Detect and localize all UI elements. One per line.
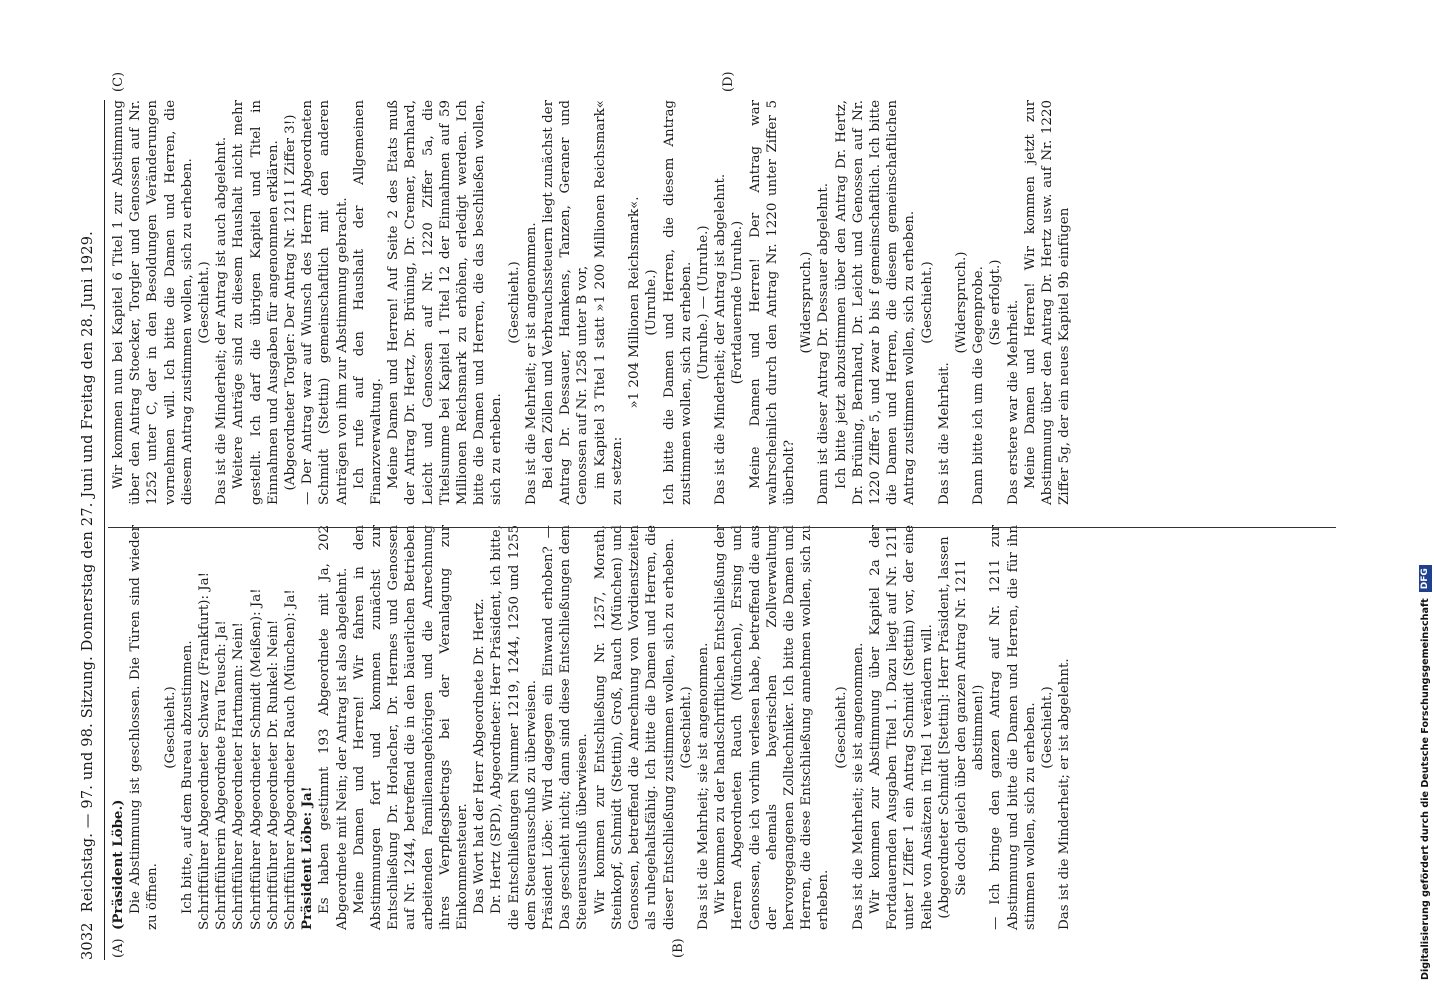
paragraph: Meine Damen und Herren! Auf Seite 2 des Etats muß der Antrag Dr. Hertz, Dr. Brüning, Dr. Cremer, Bernhard, Leicht und Genossen auf Nr. 1220 Ziffer 5a, die Titelsumme bei Kapitel 1 Titel 12 der Einnahmen auf 59 Millionen Reichsmark zu erhöhen, erledigt werden. Ich bitte die Damen und Herren, die das beschließen wollen, sich zu erheben. bbox=[386, 100, 505, 505]
stage-direction: (Sie erfolgt.) bbox=[988, 259, 1004, 346]
stage-direction: (Geschieht.) bbox=[506, 261, 522, 344]
stage-direction: (Geschieht.) bbox=[919, 261, 935, 344]
margin-mark-b: (B) bbox=[671, 938, 686, 958]
stage-direction: (Geschieht.) bbox=[197, 261, 213, 344]
paragraph: Wir kommen zur Entschließung Nr. 1257, Morath, Steinkopf, Schmidt (Stettin), Groß, Rauch (München) und Genossen, betreffend die Anrechnung von Vordienstzeiten als ruhegehaltsfähig. Ich bitte die Damen und Herren, die dieser Entschließung zustimmen wollen, sich zu erheben. bbox=[592, 525, 677, 930]
paragraph: Das ist die Mehrheit; er ist angenommen. bbox=[523, 222, 539, 505]
margin-mark-c: (C) bbox=[111, 71, 126, 92]
paragraph: Das ist die Minderheit; er ist abgelehnt. bbox=[1057, 658, 1073, 930]
paragraph: Das ist die Mehrheit; sie ist angenommen. bbox=[850, 642, 866, 930]
stage-direction: (Geschieht.) bbox=[162, 686, 178, 769]
paragraph: Ich bitte jetzt abzustimmen über den Antrag Dr. Hertz, Dr. Brüning, Bernhard, Dr. Leicht und Genossen auf Nr. 1220 Ziffer 5, und zwar b bis f gemeinschaftlich. Ich bitte die Damen und Herren, die diesem gemeinschaftlichen Antrag zustimmen wollen, sich zu erheben. bbox=[833, 100, 918, 505]
quoted-amount: »1 204 Millionen Reichsmark«. bbox=[627, 196, 643, 409]
margin-mark-d: (D) bbox=[721, 71, 736, 92]
column-divider bbox=[108, 527, 1336, 528]
page-number: 3032 bbox=[80, 922, 96, 960]
paragraph: Das ist die Mehrheit; sie ist angenommen. bbox=[695, 642, 711, 930]
vote-line: Schriftführerin Abgeordnete Frau Teusch: Ja! bbox=[214, 620, 230, 930]
paragraph: Das ist die Minderheit; der Antrag ist auch abgelehnt. bbox=[214, 136, 230, 505]
paragraph: Dann bitte ich um die Gegenprobe. bbox=[971, 266, 987, 505]
paragraph: Wir kommen nun bei Kapitel 6 Titel 1 zur Abstimmung über den Antrag Stoecker, Torgler und Genossen auf Nr. 1252 unter C, der in den Besoldungen Veränderungen vornehmen will. Ich bitte die Damen und Herren, die diesem Antrag zustimmen wollen, sich zu erheben. bbox=[111, 100, 195, 505]
stage-direction: (Geschieht.) bbox=[833, 686, 849, 769]
stage-direction: (Geschieht.) bbox=[1039, 686, 1055, 769]
paragraph: Ich bitte, auf dem Bureau abzustimmen. bbox=[179, 640, 195, 914]
paragraph: Dann ist dieser Antrag Dr. Dessauer abgelehnt. bbox=[816, 182, 832, 505]
page-header bbox=[80, 100, 102, 960]
paragraph: Dr. Hertz (SPD), Abgeordneter: Herr Präsident, ich bitte, die Entschließungen Nummer 1219, 1244, 1250 und 1255 dem Steuerausschuß zu überweisen. bbox=[489, 525, 539, 930]
stage-direction: (Abgeordneter Schmidt [Stettin]: Herr Präsident, lassen Sie doch gleich über den ganzen Antrag Nr. 1211 abstimmen!) bbox=[936, 536, 987, 919]
paragraph: — Der Antrag war auf Wunsch des Herrn Abgeordneten Schmidt (Stettin) gemeinschaftlich mit den anderen Anträgen von ihm zur Abstimmung gebracht. bbox=[300, 100, 350, 505]
paragraph: Das Wort hat der Herr Abgeordnete Dr. Hertz. bbox=[472, 598, 488, 914]
paragraph: Präsident Löbe: Wird dagegen ein Einwand erhoben? — Das geschieht nicht; dann sind diese Entschließungen dem Steuerausschuß überwiesen. bbox=[541, 525, 591, 930]
paragraph: Wir kommen zur Abstimmung über Kapitel 2a der Fortdauernden Ausgaben Titel 1. Dazu liegt auf Nr. 1211 unter I Ziffer 1 ein Antrag Schmidt (Stettin) vor, der eine Reihe von Ansätzen in Titel 1 verändern will. bbox=[867, 525, 935, 930]
stage-direction: (Widerspruch.) bbox=[799, 251, 815, 354]
paragraph: Das ist die Mehrheit. bbox=[936, 362, 952, 505]
paragraph: Weitere Anträge sind zu diesem Haushalt nicht mehr gestellt. Ich darf die übrigen Kapitel und Titel in Einnahmen und Ausgaben für angenommen erklären. bbox=[231, 100, 281, 505]
paragraph: Meine Damen und Herren! Wir fahren in den Abstimmungen fort und kommen zunächst zur Entschließung Dr. Horlacher, Dr. Hermes und Genossen auf Nr. 1244, betreffend die in den bäuerlichen Betrieben arbeitenden Familienangehörigen und die Anrechnung ihres Verpflegsbetrags bei der Veranlagung zur Einkommensteuer. bbox=[351, 525, 471, 930]
vote-line: Präsident Löbe: Ja! bbox=[299, 786, 316, 930]
paragraph: Die Abstimmung ist geschlossen. Die Türen sind wieder zu öffnen. bbox=[128, 525, 161, 930]
vote-line: Schriftführer Abgeordneter Schwarz (Frankfurt): Ja! bbox=[197, 572, 213, 930]
paragraph: Das ist die Minderheit; der Antrag ist abgelehnt. bbox=[713, 173, 729, 505]
paragraph: Es haben gestimmt 193 Abgeordnete mit Ja, 202 Abgeordnete mit Nein; der Antrag ist also abgelehnt. bbox=[317, 525, 350, 930]
stamp-text: Digitalisierung gefördert durch die Deutsche Forschungsgemeinschaft bbox=[1419, 598, 1431, 980]
document-page bbox=[80, 71, 1340, 960]
stage-direction: (Abgeordneter Torgler: Der Antrag Nr. 1211 I Ziffer 3!) bbox=[283, 114, 299, 491]
vote-line: Schriftführer Abgeordneter Hartmann: Nein! bbox=[231, 622, 247, 930]
vote-line: Schriftführer Abgeordneter Rauch (München): Ja! bbox=[283, 589, 299, 930]
header-rule bbox=[104, 100, 105, 960]
vote-line: Schriftführer Abgeordneter Dr. Runkel: Nein! bbox=[265, 619, 281, 930]
paragraph: im Kapitel 3 Titel 1 statt »1 200 Millionen Reichsmark« zu setzen: bbox=[592, 100, 625, 505]
digitization-stamp bbox=[1418, 0, 1432, 980]
paragraph: Bei den Zöllen und Verbrauchssteuern liegt zunächst der Antrag Dr. Dessauer, Hamkens, Tanzen, Geraner und Genossen auf Nr. 1258 unter B vor, bbox=[541, 100, 591, 505]
stage-direction: (Fortdauernde Unruhe.) bbox=[730, 220, 746, 385]
margin-mark-a: (A) bbox=[111, 938, 126, 958]
paragraph: Meine Damen und Herren! Der Antrag war wahrscheinlich durch den Antrag Nr. 1220 unter Ziffer 5 überholt? bbox=[747, 100, 797, 505]
paragraph: Wir kommen zu der handschriftlichen Entschließung der Herren Abgeordneten Rauch (München), Ersing und Genossen, die ich vorhin verlesen habe, betreffend die aus der ehemals bayerischen Zollverwaltung hervorgegangenen Zolltechniker. Ich bitte die Damen und Herren, die diese Entschließung annehmen wollen, sich zu erheben. bbox=[713, 525, 832, 930]
vote-line: Schriftführer Abgeordneter Schmidt (Meißen): Ja! bbox=[248, 588, 264, 930]
paragraph: — Ich bringe den ganzen Antrag auf Nr. 1211 zur Abstimmung und bitte die Damen und Herren, die für ihn stimmen wollen, sich zu erheben. bbox=[988, 525, 1038, 930]
stage-direction: (Unruhe.) bbox=[644, 269, 660, 336]
paragraph: Ich bitte die Damen und Herren, die diesem Antrag zustimmen wollen, sich zu erheben. bbox=[661, 100, 694, 505]
paragraph: Meine Damen und Herren! Wir kommen jetzt zur Abstimmung über den Antrag Dr. Hertz usw. auf Nr. 1220 Ziffer 5g, der ein neues Kapitel 9b einfügen bbox=[1022, 100, 1073, 505]
stage-direction: (Widerspruch.) bbox=[953, 251, 969, 354]
paragraph: Das erstere war die Mehrheit. bbox=[1005, 299, 1021, 505]
dfg-logo: DFG bbox=[1419, 565, 1432, 592]
stage-direction: (Unruhe.) — (Unruhe.) bbox=[695, 225, 711, 380]
paragraph: Ich rufe auf den Haushalt der Allgemeinen Finanzverwaltung. bbox=[351, 100, 385, 505]
stage-direction: (Geschieht.) bbox=[678, 686, 694, 769]
page-title: Reichstag. — 97. und 98. Sitzung. Donnerstag den 27. Juni und Freitag den 28. Juni 1929. bbox=[80, 231, 96, 913]
left-column bbox=[110, 525, 1073, 930]
speaker-reference: (Präsident Löbe.) bbox=[110, 799, 126, 930]
right-column bbox=[110, 100, 1073, 505]
